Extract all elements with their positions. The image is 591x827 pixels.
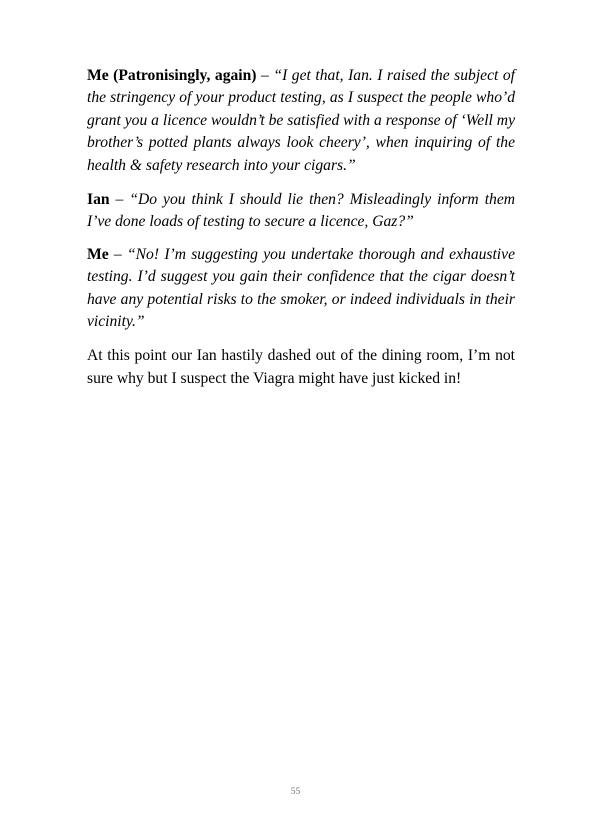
dialogue-paragraph — [87, 244, 515, 334]
speaker-dash: – — [108, 245, 127, 263]
speaker-name: Ian — [87, 191, 110, 209]
dialogue-quote: “I get that, Ian. I raised the subject of the stringency of your product testing, as I suspect the people who’d grant you a licence wouldn’t be satisfied with a response of ‘Well my brother’s potted plants always look cheery’, when inquiring of the health & safety research into your cigars.” — [87, 67, 515, 174]
dialogue-paragraph — [87, 65, 515, 177]
speaker-dash: – — [256, 67, 274, 84]
speaker-name: Me — [87, 245, 109, 263]
speaker-dash: – — [109, 191, 130, 209]
narration-paragraph: At this point our Ian hastily dashed out of the dining room, I’m not sure why but I suspect the Viagra might have just kicked in! — [87, 347, 515, 387]
dialogue-quote: “No! I’m suggesting you undertake thorough and exhaustive testing. I’d suggest you gain their confidence that the cigar doesn’t have any potential risks to the smoker, or indeed individuals in their vicinity.” — [87, 245, 515, 331]
dialogue-paragraph — [87, 189, 515, 234]
page-number: 55 — [290, 787, 301, 797]
dialogue-quote: “Do you think I should lie then? Misleadingly inform them I’ve done loads of testing to secure a licence, Gaz?” — [87, 191, 516, 231]
speaker-name: Me (Patronisingly, again) — [87, 67, 257, 84]
page-body — [87, 65, 515, 402]
